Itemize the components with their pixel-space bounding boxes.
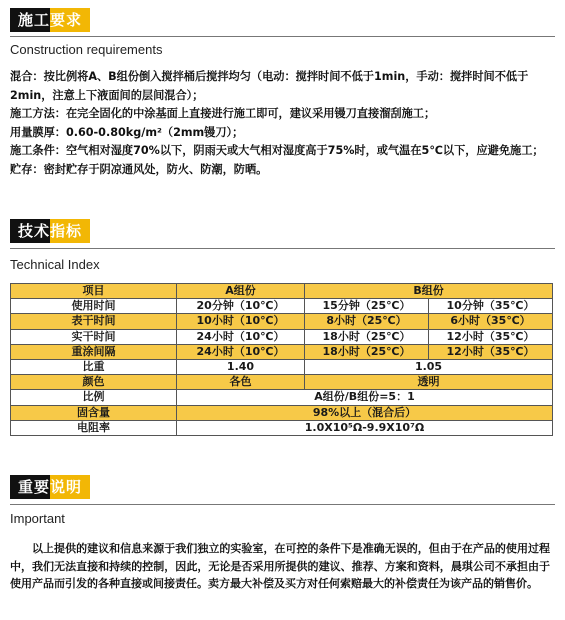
table-row [11, 329, 553, 344]
table-row [11, 390, 553, 405]
table-row [11, 420, 553, 435]
construction-paragraph: 用量膜厚：0.60-0.80kg/m²（2mm镘刀）； [10, 125, 244, 139]
table-row-label: 实干时间 [11, 329, 177, 344]
table-row [11, 359, 553, 374]
title-yellow-part: 指标 [50, 222, 83, 240]
table-cell: 24小时（10℃） [177, 344, 305, 359]
construction-divider [10, 36, 555, 37]
table-cell: 18小时（25℃） [305, 329, 429, 344]
construction-paragraph: 混合：按比例将A、B组份倒入搅拌桶后搅拌均匀（电动：搅拌时间不低于1min，手动：搅拌时间不低于2min，注意上下液面间的层间混合）； [10, 70, 529, 102]
table-cell: 18小时（25℃） [305, 344, 429, 359]
table-row [11, 405, 553, 420]
table-cell: 1.0X10⁵Ω-9.9X10⁷Ω [177, 420, 553, 435]
important-section-title [10, 475, 90, 499]
table-cell: 12小时（35℃） [429, 329, 553, 344]
table-cell: 透明 [305, 375, 553, 390]
construction-paragraph: 施工条件：空气相对湿度70%以下，阴雨天或大气相对湿度高于75%时，或气温在5℃以下，应避免施工； [10, 144, 544, 157]
table-row-label: 比例 [11, 390, 177, 405]
construction-section-title [10, 8, 90, 32]
table-cell: B组份 [305, 284, 553, 299]
table-cell: 20分钟（10℃） [177, 299, 305, 314]
table-row-label: 颜色 [11, 375, 177, 390]
construction-paragraph: 贮存：密封贮存于阴凉通风处，防火、防潮，防晒。 [10, 162, 268, 176]
table-row-label: 使用时间 [11, 299, 177, 314]
title-yellow-part: 说明 [50, 478, 83, 496]
important-text: 以上提供的建议和信息来源于我们独立的实验室，在可控的条件下是准确无误的，但由于在产品的使用过程中，我们无法直接和持续的控制，因此，无论是否采用所提供的建议、推荐、方案和资料，晨琪公司不承担由于使用产品而引发的各种直接或间接责任。卖方最大补偿及买方对任何索赔最大的补偿责任为该产品的销售价。 [10, 542, 550, 590]
title-yellow-part: 要求 [50, 11, 83, 29]
table-cell: A组份/B组份=5：1 [177, 390, 553, 405]
construction-text [10, 68, 558, 179]
title-dark-part: 重要 [18, 478, 51, 496]
technical-section-header [10, 219, 90, 243]
table-row [11, 375, 553, 390]
table-cell: 24小时（10℃） [177, 329, 305, 344]
construction-subtitle: Construction requirements [10, 42, 163, 57]
table-row [11, 344, 553, 359]
technical-index-table [10, 283, 553, 436]
table-row [11, 314, 553, 329]
table-cell: 98%以上（混合后） [177, 405, 553, 420]
title-dark-part: 技术 [18, 222, 51, 240]
table-row-label: 固含量 [11, 405, 177, 420]
table-cell: 1.05 [305, 359, 553, 374]
table-cell: 各色 [177, 375, 305, 390]
table-row-label: 重涂间隔 [11, 344, 177, 359]
table-cell: 12小时（35℃） [429, 344, 553, 359]
construction-section-header [10, 8, 90, 32]
important-section-header [10, 475, 90, 499]
table-cell: 6小时（35℃） [429, 314, 553, 329]
table-cell: 1.40 [177, 359, 305, 374]
construction-paragraph: 施工方法：在完全固化的中涂基面上直接进行施工即可，建议采用镘刀直接溜刮施工； [10, 107, 436, 120]
table-row-label: 项目 [11, 284, 177, 299]
table-row [11, 299, 553, 314]
table-cell: 15分钟（25℃） [305, 299, 429, 314]
table-cell: 10分钟（35℃） [429, 299, 553, 314]
title-dark-part: 施工 [18, 11, 51, 29]
table-cell: A组份 [177, 284, 305, 299]
technical-subtitle: Technical Index [10, 257, 100, 272]
table-cell: 8小时（25℃） [305, 314, 429, 329]
important-subtitle: Important [10, 511, 65, 526]
table-row-label: 比重 [11, 359, 177, 374]
table-row-label: 电阻率 [11, 420, 177, 435]
table-row [11, 284, 553, 299]
important-divider [10, 504, 555, 505]
table-row-label: 表干时间 [11, 314, 177, 329]
table-cell: 10小时（10℃） [177, 314, 305, 329]
technical-section-title [10, 219, 90, 243]
technical-divider [10, 248, 555, 249]
